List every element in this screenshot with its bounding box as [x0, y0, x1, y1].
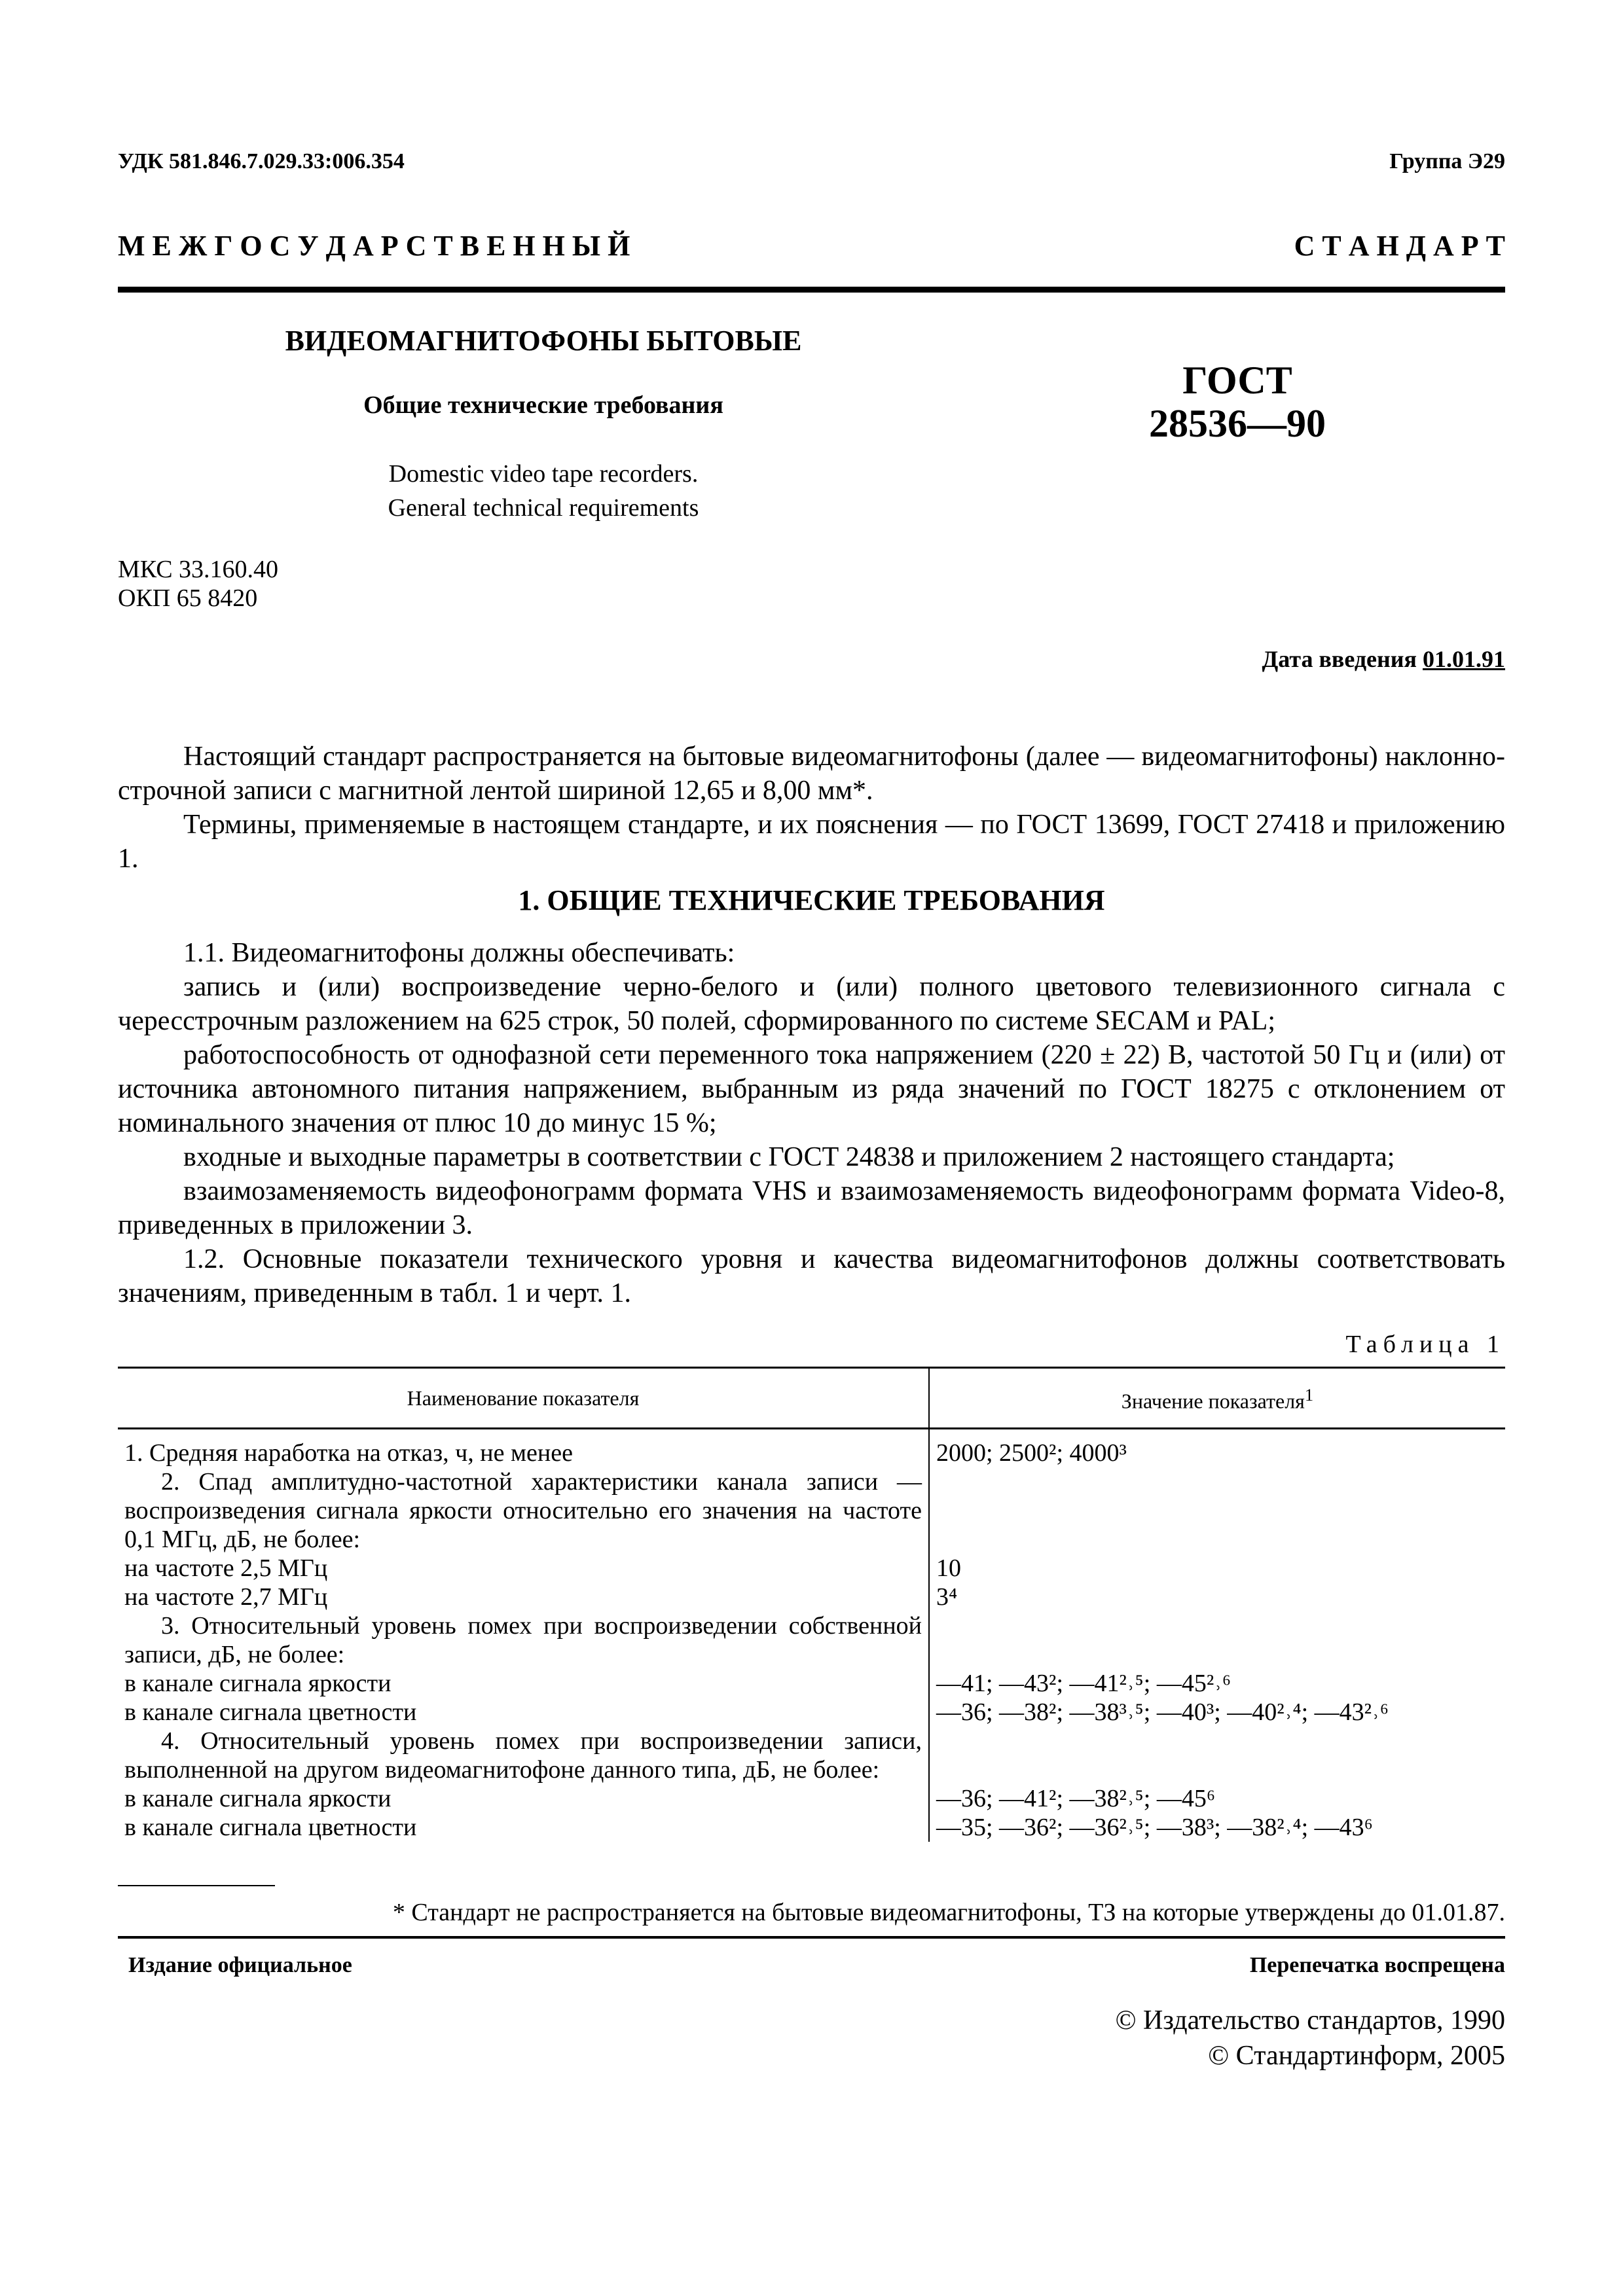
row-label: в канале сигнала цветности: [118, 1698, 929, 1727]
interstate-word: М Е Ж Г О С У Д А Р С Т В Е Н Н Ы Й: [118, 230, 630, 262]
paragraph: 1.1. Видеомагнитофоны должны обеспечивать:: [183, 938, 735, 968]
column-header-value: [929, 1368, 1505, 1429]
paragraph: взаимозаменяемость видеофонограмм формата VHS и взаимозаменяемость видеофонограмм формата Video-8, приведенных в приложении 3.: [118, 1176, 1505, 1240]
row-value: [929, 1467, 1505, 1554]
gost-designation: [1074, 359, 1401, 445]
standard-word: С Т А Н Д А Р Т: [1294, 230, 1505, 262]
table-row: [118, 1784, 1505, 1813]
table-row: [118, 1669, 1505, 1698]
english-title-line: General technical requirements: [388, 494, 699, 522]
paragraph: работоспособность от однофазной сети переменного тока напряжением (220 ± 22) В, частотой 50 Гц и (или) от источника автономного питания напряжением, выбранным из ряда значений по ГОСТ 18275 с отклонением от номинального значения от плюс 10 до минус 15 %;: [118, 1040, 1505, 1138]
section-heading: 1. ОБЩИЕ ТЕХНИЧЕСКИЕ ТРЕБОВАНИЯ: [518, 884, 1105, 916]
row-value: [929, 1611, 1505, 1669]
row-label: в канале сигнала яркости: [118, 1669, 929, 1698]
introduction-date-label: Дата введения: [1262, 646, 1417, 672]
gost-label: ГОСТ: [1182, 359, 1292, 402]
mks-code: МКС 33.160.40: [118, 556, 279, 583]
row-value: —36; —38²; —38³˒⁵; —40³; —40²˒⁴; —43²˒⁶: [936, 1698, 1389, 1726]
english-title: [118, 457, 969, 525]
row-label: 3. Относительный уровень помех при воспроизведении собственной записи, дБ, не более:: [118, 1611, 929, 1669]
row-value: 3⁴: [936, 1583, 958, 1611]
column-header-name: Наименование показателя: [118, 1368, 929, 1429]
paragraph: запись и (или) воспроизведение черно-белого и (или) полного цветового телевизионного сигнала с чересстрочным разложением на 625 строк, 50 полей, сформированного по системе SECAM и PAL;: [118, 972, 1505, 1036]
table-row: [118, 1583, 1505, 1611]
table-row: [118, 1698, 1505, 1727]
header-rule: [118, 287, 1505, 293]
parameters-table: [118, 1367, 1505, 1842]
row-value: —35; —36²; —36²˒⁵; —38³; —38²˒⁴; —43⁶: [936, 1813, 1373, 1841]
paragraph: 1.2. Основные показатели технического уровня и качества видеомагнитофонов должны соответствовать значениям, приведенным в табл. 1 и черт. 1.: [118, 1244, 1505, 1308]
english-title-line: Domestic video tape recorders.: [388, 460, 699, 488]
interstate-standard-heading: [118, 229, 1505, 262]
paragraph: Настоящий стандарт распространяется на бытовые видеомагнитофоны (далее — видеомагнитофоны) наклонно-строчной записи с магнитной лентой шириной 12,65 и 8,00 мм*.: [118, 742, 1505, 806]
reprint-prohibited-label: Перепечатка воспрещена: [1249, 1953, 1505, 1977]
table-header-row: [118, 1368, 1505, 1429]
table-row: [118, 1467, 1505, 1554]
classification-codes: [118, 555, 278, 613]
paragraph: входные и выходные параметры в соответствии с ГОСТ 24838 и приложением 2 настоящего стандарта;: [183, 1142, 1395, 1172]
table-row: [118, 1813, 1505, 1842]
row-value: —36; —41²; —38²˒⁵; —45⁶: [936, 1784, 1216, 1812]
row-value: 2000; 2500²; 4000³: [936, 1439, 1127, 1467]
copyright-block: [1116, 2003, 1505, 2073]
intro-text: [118, 740, 1505, 876]
table-row: [118, 1554, 1505, 1583]
row-value: [929, 1727, 1505, 1784]
row-label: 4. Относительный уровень помех при воспроизведении записи, выполненной на другом видеомагнитофоне данного типа, дБ, не более:: [118, 1727, 929, 1784]
row-label: на частоте 2,5 МГц: [118, 1554, 929, 1583]
table-row: [118, 1428, 1505, 1467]
row-label: на частоте 2,7 МГц: [118, 1583, 929, 1611]
gost-number: 28536—90: [1149, 402, 1326, 445]
row-label: в канале сигнала яркости: [118, 1784, 929, 1813]
row-label: 1. Средняя наработка на отказ, ч, не менее: [118, 1428, 929, 1467]
introduction-date-value: 01.01.91: [1423, 646, 1505, 672]
udk-code: УДК 581.846.7.029.33:006.354: [118, 149, 405, 173]
section-text: [118, 936, 1505, 1310]
row-value: 10: [936, 1554, 961, 1582]
okp-code: ОКП 65 8420: [118, 584, 258, 612]
footer-rule: [118, 1936, 1505, 1939]
official-edition-label: Издание официальное: [128, 1953, 352, 1977]
group-code: Группа Э29: [1389, 149, 1505, 173]
table-caption: Таблица 1: [1345, 1331, 1505, 1358]
footnote: * Стандарт не распространяется на бытовые видеомагнитофоны, ТЗ на которые утверждены до 01.01.87.: [392, 1899, 1505, 1926]
column-header-value-text: Значение показателя: [1121, 1389, 1305, 1413]
copyright-line: © Стандартинформ, 2005: [1208, 2041, 1505, 2071]
row-label: в канале сигнала цветности: [118, 1813, 929, 1842]
row-value: —41; —43²; —41²˒⁵; —45²˒⁶: [936, 1669, 1231, 1697]
table-row: [118, 1611, 1505, 1669]
document-subtitle: Общие технические требования: [363, 391, 723, 419]
footnote-rule: [118, 1885, 275, 1886]
table-row: [118, 1727, 1505, 1784]
copyright-line: © Издательство стандартов, 1990: [1115, 2005, 1505, 2036]
document-title: ВИДЕОМАГНИТОФОНЫ БЫТОВЫЕ: [285, 325, 802, 357]
introduction-date: [1262, 645, 1506, 673]
footnote-marker: 1: [1304, 1385, 1314, 1405]
row-label: 2. Спад амплитудно-частотной характеристики канала записи — воспроизведения сигнала яркости относительно его значения на частоте 0,1 МГц, дБ, не более:: [118, 1467, 929, 1554]
paragraph: Термины, применяемые в настоящем стандарте, и их пояснения — по ГОСТ 13699, ГОСТ 27418 и приложению 1.: [118, 810, 1505, 874]
